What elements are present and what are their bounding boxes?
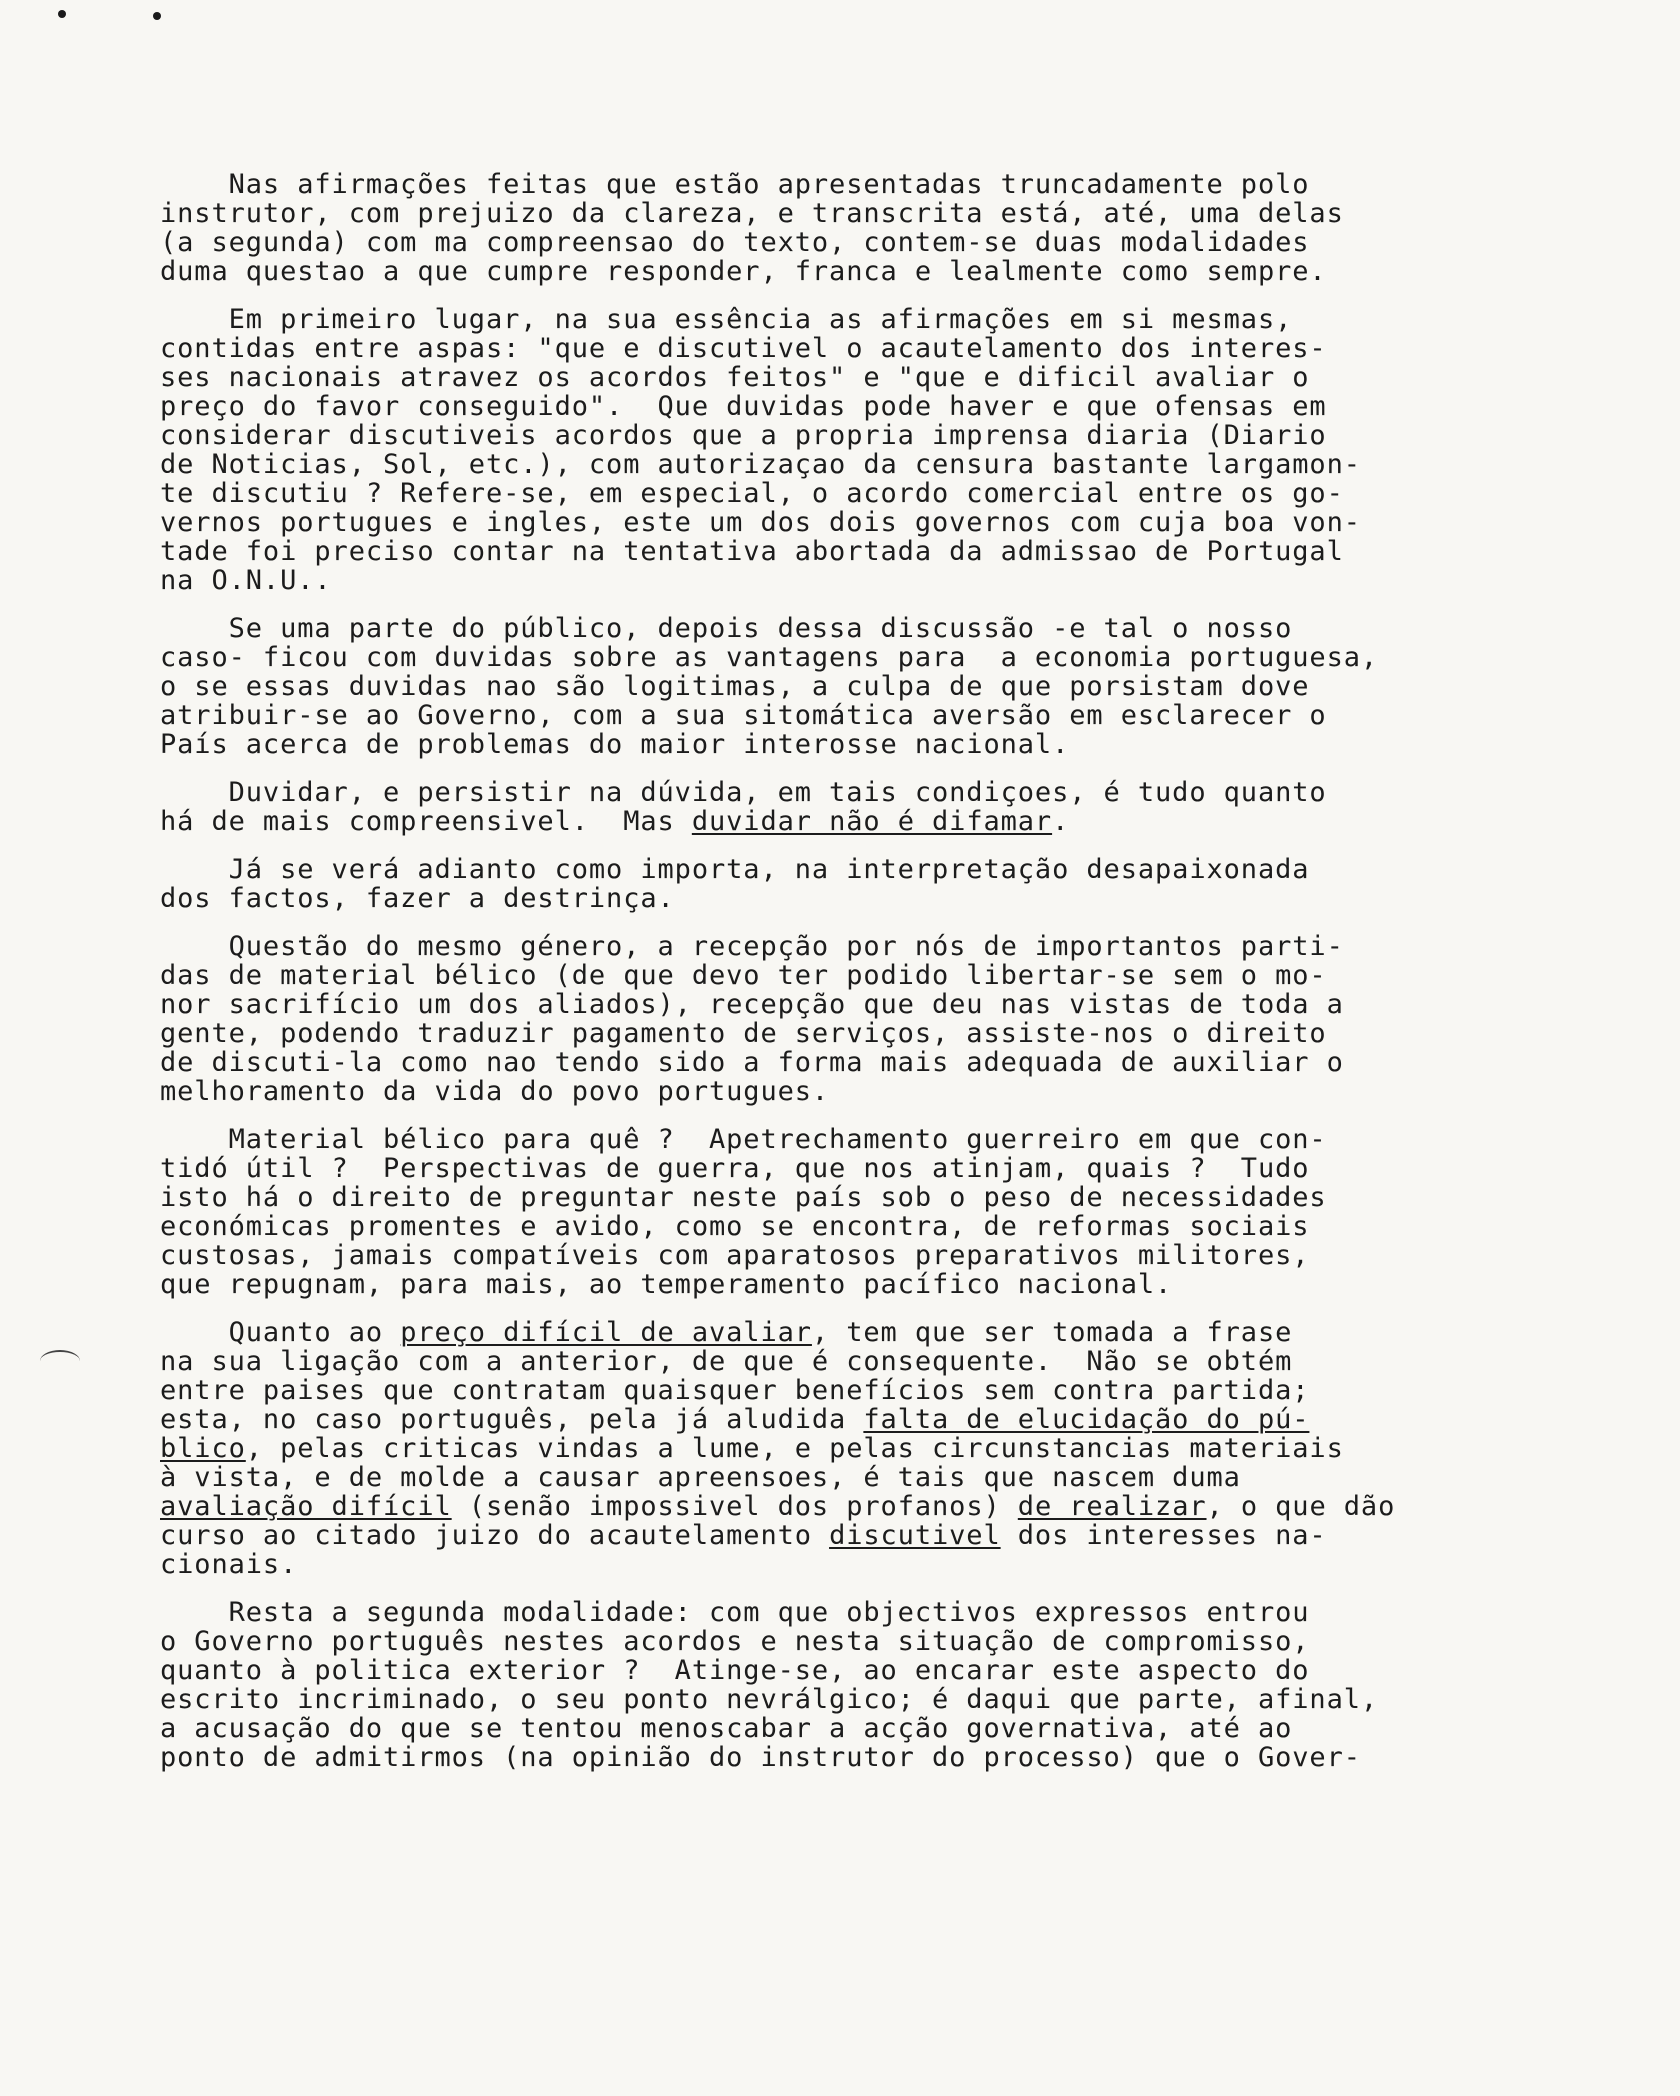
paragraph bbox=[160, 305, 1560, 595]
text-line: vernos portugues e ingles, este um dos dois governos com cuja boa von- bbox=[160, 507, 1361, 538]
text-line: escrito incriminado, o seu ponto nevrálgico; é daqui que parte, afinal, bbox=[160, 1684, 1379, 1715]
text-line: de discuti-la como nao tendo sido a forma mais adequada de auxiliar o bbox=[160, 1047, 1344, 1078]
paragraph bbox=[160, 614, 1560, 759]
text-line: à vista, e de molde a causar apreensoes, é tais que nascem duma bbox=[160, 1462, 1241, 1493]
text-line: isto há o direito de preguntar neste país sob o peso de necessidades bbox=[160, 1182, 1327, 1213]
text-line: Se uma parte do público, depois dessa discussão -e tal o nosso bbox=[160, 613, 1293, 644]
paragraph bbox=[160, 1125, 1560, 1299]
text-line: o Governo português nestes acordos e nesta situação de compromisso, bbox=[160, 1626, 1310, 1657]
text-line: blico, pelas criticas vindas a lume, e pelas circunstancias materiais bbox=[160, 1433, 1344, 1464]
text-line: atribuir-se ao Governo, com a sua sitomática aversão em esclarecer o bbox=[160, 700, 1327, 731]
paragraph bbox=[160, 855, 1560, 913]
text-line: (a segunda) com ma compreensao do texto, contem-se duas modalidades bbox=[160, 227, 1310, 258]
text-line: considerar discutiveis acordos que a propria imprensa diaria (Diario bbox=[160, 420, 1327, 451]
paragraph bbox=[160, 778, 1560, 836]
text-line: há de mais compreensivel. Mas duvidar não é difamar. bbox=[160, 806, 1070, 837]
text-line: Duvidar, e persistir na dúvida, em tais condiçoes, é tudo quanto bbox=[160, 777, 1327, 808]
text-line: avaliação difícil (senão impossivel dos profanos) de realizar, o que dão bbox=[160, 1491, 1396, 1522]
underlined-phrase: avaliação difícil bbox=[160, 1491, 452, 1522]
text-line: duma questao a que cumpre responder, franca e lealmente como sempre. bbox=[160, 256, 1327, 287]
text-line: preço do favor conseguido". Que duvidas pode haver e que ofensas em bbox=[160, 391, 1327, 422]
underlined-phrase: falta de elucidação do pú- bbox=[863, 1404, 1310, 1435]
text-line: curso ao citado juizo do acautelamento discutivel dos interesses na- bbox=[160, 1520, 1327, 1551]
paragraph bbox=[160, 1318, 1560, 1579]
text-line: contidas entre aspas: "que e discutivel o acautelamento dos interes- bbox=[160, 333, 1327, 364]
text-line: tidó útil ? Perspectivas de guerra, que nos atinjam, quais ? Tudo bbox=[160, 1153, 1310, 1184]
text-line: Material bélico para quê ? Apetrechamento guerreiro em que con- bbox=[160, 1124, 1327, 1155]
text-line: económicas promentes e avido, como se encontra, de reformas sociais bbox=[160, 1211, 1310, 1242]
text-line: País acerca de problemas do maior interosse nacional. bbox=[160, 729, 1070, 760]
text-line: gente, podendo traduzir pagamento de serviços, assiste-nos o direito bbox=[160, 1018, 1327, 1049]
text-line: esta, no caso português, pela já aludida falta de elucidação do pú- bbox=[160, 1404, 1310, 1435]
text-line: o se essas duvidas nao são logitimas, a culpa de que porsistam dove bbox=[160, 671, 1310, 702]
typed-text-body bbox=[160, 170, 1560, 1791]
text-line: melhoramento da vida do povo portugues. bbox=[160, 1076, 830, 1107]
punch-dot-left bbox=[58, 10, 66, 18]
text-line: na O.N.U.. bbox=[160, 565, 332, 596]
text-line: que repugnam, para mais, ao temperamento pacífico nacional. bbox=[160, 1269, 1173, 1300]
paragraph bbox=[160, 932, 1560, 1106]
paragraph bbox=[160, 1598, 1560, 1772]
text-line: Já se verá adianto como importa, na interpretação desapaixonada bbox=[160, 854, 1310, 885]
text-line: Quanto ao preço difícil de avaliar, tem que ser tomada a frase bbox=[160, 1317, 1293, 1348]
text-line: a acusação do que se tentou menoscabar a acção governativa, até ao bbox=[160, 1713, 1293, 1744]
text-line: nor sacrifício um dos aliados), recepção que deu nas vistas de toda a bbox=[160, 989, 1344, 1020]
text-line: entre paises que contratam quaisquer benefícios sem contra partida; bbox=[160, 1375, 1310, 1406]
punch-dot-right bbox=[153, 12, 161, 20]
underlined-phrase: preço difícil de avaliar bbox=[400, 1317, 812, 1348]
text-line: ses nacionais atravez os acordos feitos" e "que e dificil avaliar o bbox=[160, 362, 1310, 393]
underlined-phrase: de realizar bbox=[1017, 1491, 1207, 1522]
text-line: de Noticias, Sol, etc.), com autorizaçao da censura bastante largamon- bbox=[160, 449, 1361, 480]
text-line: tade foi preciso contar na tentativa abortada da admissao de Portugal bbox=[160, 536, 1344, 567]
underlined-phrase: blico bbox=[160, 1433, 246, 1464]
text-line: na sua ligação com a anterior, de que é consequente. Não se obtém bbox=[160, 1346, 1293, 1377]
text-line: te discutiu ? Refere-se, em especial, o acordo comercial entre os go- bbox=[160, 478, 1344, 509]
text-line: Resta a segunda modalidade: com que objectivos expressos entrou bbox=[160, 1597, 1310, 1628]
text-line: quanto à politica exterior ? Atinge-se, ao encarar este aspecto do bbox=[160, 1655, 1310, 1686]
text-line: instrutor, com prejuizo da clareza, e transcrita está, até, uma delas bbox=[160, 198, 1344, 229]
pen-mark bbox=[40, 1350, 80, 1372]
text-line: das de material bélico (de que devo ter podido libertar-se sem o mo- bbox=[160, 960, 1327, 991]
text-line: cionais. bbox=[160, 1549, 298, 1580]
text-line: ponto de admitirmos (na opinião do instrutor do processo) que o Gover- bbox=[160, 1742, 1361, 1773]
paragraph bbox=[160, 170, 1560, 286]
text-line: custosas, jamais compatíveis com aparatosos preparativos militores, bbox=[160, 1240, 1310, 1271]
text-line: Nas afirmações feitas que estão apresentadas truncadamente polo bbox=[160, 169, 1310, 200]
underlined-phrase: discutivel bbox=[829, 1520, 1001, 1551]
text-line: dos factos, fazer a destrinça. bbox=[160, 883, 675, 914]
text-line: caso- ficou com duvidas sobre as vantagens para a economia portuguesa, bbox=[160, 642, 1379, 673]
text-line: Questão do mesmo género, a recepção por nós de importantos parti- bbox=[160, 931, 1344, 962]
text-line: Em primeiro lugar, na sua essência as afirmações em si mesmas, bbox=[160, 304, 1293, 335]
underlined-phrase: duvidar não é difamar bbox=[691, 806, 1053, 837]
